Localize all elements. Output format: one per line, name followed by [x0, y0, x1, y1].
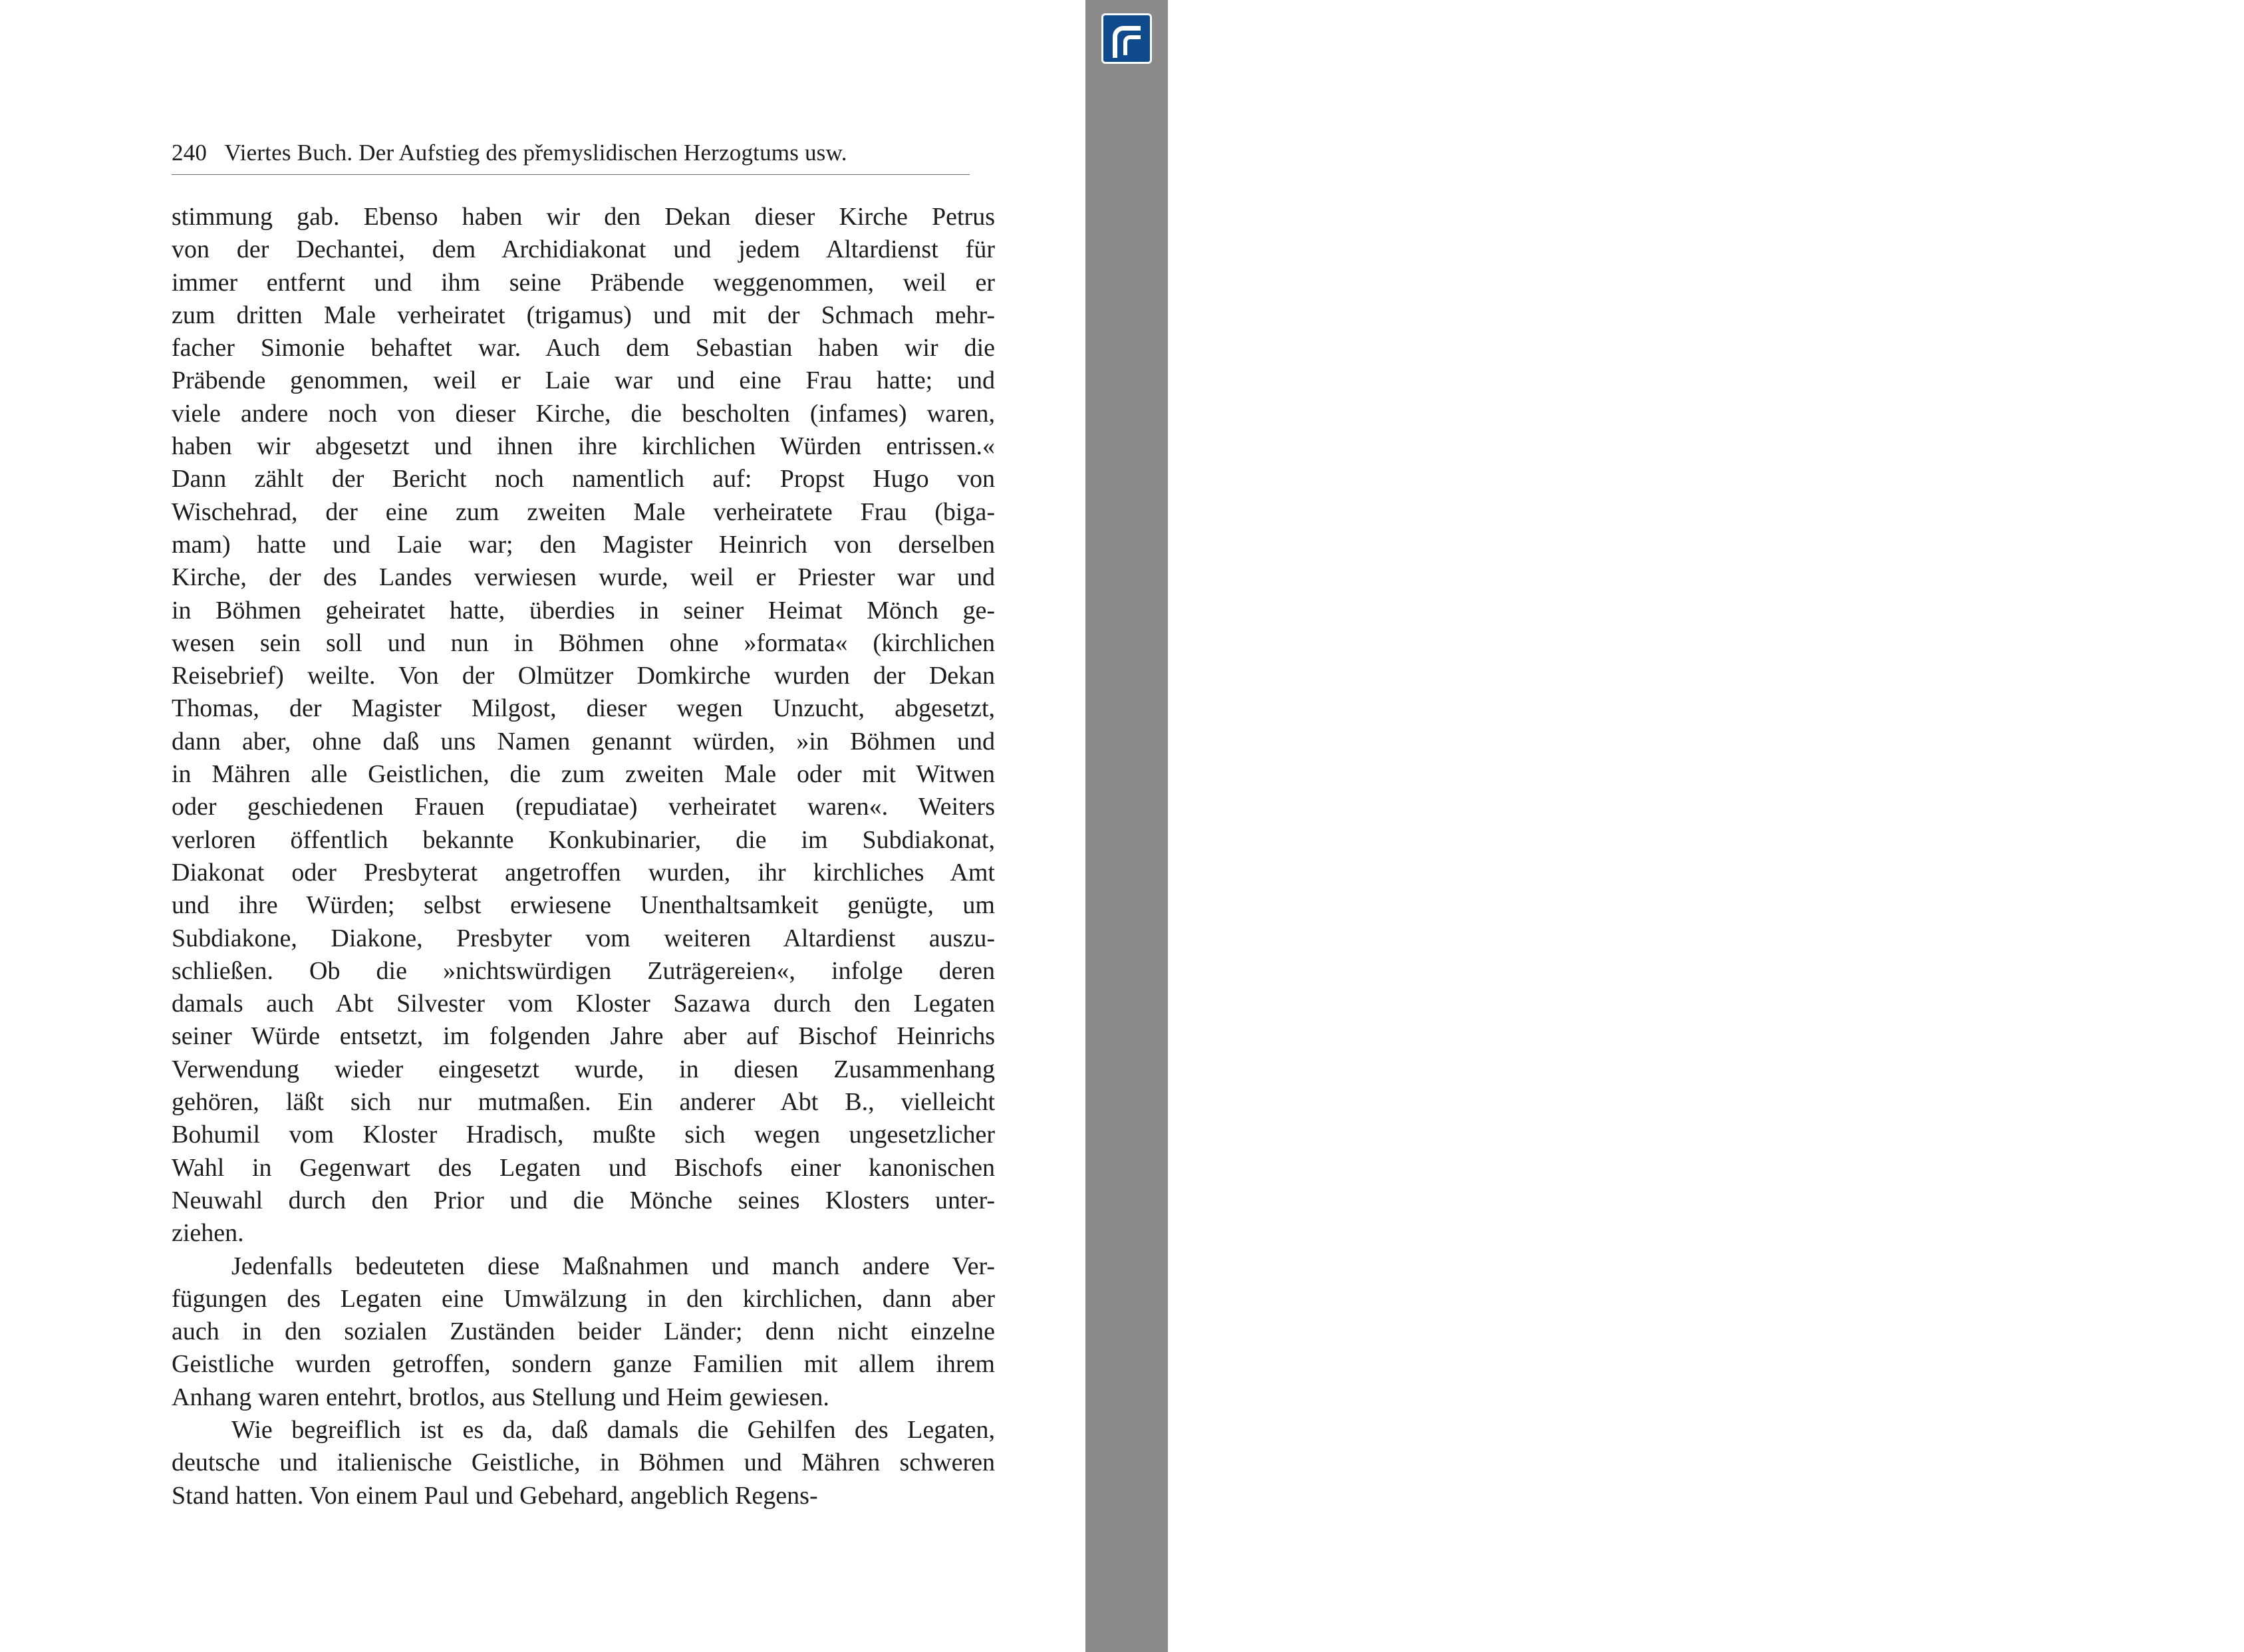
text-line: gehören, läßt sich nur mutmaßen. Ein anderer Abt B., vielleicht [172, 1088, 995, 1117]
text-line: haben wir abgesetzt und ihnen ihre kirchlichen Würden entrissen.« [172, 432, 995, 461]
text-line: Neuwahl durch den Prior und die Mönche seines Klosters unter- [172, 1186, 995, 1214]
text-line: Dann zählt der Bericht noch namentlich auf: Propst Hugo von [172, 465, 995, 493]
paragraph [172, 201, 995, 1250]
logo-mark-inner [1123, 35, 1141, 55]
running-title: Viertes Buch. Der Aufstieg des přemyslidischen Herzogtums usw. [224, 140, 847, 166]
text-line: Reisebrief) weilte. Von der Olmützer Domkirche wurden der Dekan [172, 662, 995, 690]
text-line: Jedenfalls bedeuteten diese Maßnahmen und manch andere Ver- [231, 1252, 995, 1280]
paragraph [172, 1250, 995, 1414]
text-line: Anhang waren entehrt, brotlos, aus Stellung und Heim gewiesen. [172, 1383, 829, 1411]
text-line: ziehen. [172, 1219, 244, 1248]
text-line: Subdiakone, Diakone, Presbyter vom weiteren Altardienst auszu- [172, 924, 995, 952]
watermark-sidebar [1085, 0, 2241, 1652]
text-line: Wie begreiflich ist es da, daß damals die Gehilfen des Legaten, [231, 1415, 995, 1444]
text-line: Diakonat oder Presbyterat angetroffen wurden, ihr kirchliches Amt [172, 858, 995, 887]
text-line: dann aber, ohne daß uns Namen genannt würden, »in Böhmen und [172, 727, 995, 756]
text-line: Stand hatten. Von einem Paul und Gebehard, angeblich Regens- [172, 1481, 818, 1510]
text-line: Kirche, der des Landes verwiesen wurde, weil er Priester war und [172, 563, 995, 592]
text-line: seiner Würde entsetzt, im folgenden Jahre aber auf Bischof Heinrichs [172, 1022, 995, 1051]
text-line: in Mähren alle Geistlichen, die zum zweiten Male oder mit Witwen [172, 760, 995, 789]
text-line: wesen sein soll und nun in Böhmen ohne »formata« (kirchlichen [172, 628, 995, 657]
text-line: Verwendung wieder eingesetzt wurde, in diesen Zusammenhang [172, 1055, 995, 1083]
text-line: stimmung gab. Ebenso haben wir den Dekan dieser Kirche Petrus [172, 203, 995, 231]
text-line: deutsche und italienische Geistliche, in Böhmen und Mähren schweren [172, 1448, 995, 1477]
text-line: viele andere noch von dieser Kirche, die bescholten (infames) waren, [172, 399, 995, 428]
document-page [0, 0, 1085, 1652]
paragraph [172, 1414, 995, 1512]
running-header [172, 136, 970, 170]
text-line: schließen. Ob die »nichtswürdigen Zuträgereien«, infolge deren [172, 956, 995, 985]
text-line: immer entfernt und ihm seine Präbende weggenommen, weil er [172, 268, 995, 297]
text-line: fügungen des Legaten eine Umwälzung in den kirchlichen, dann aber [172, 1284, 995, 1313]
text-line: auch in den sozialen Zuständen beider Länder; denn nicht einzelne [172, 1317, 995, 1346]
text-line: in Böhmen geheiratet hatte, überdies in seiner Heimat Mönch ge- [172, 596, 995, 624]
text-line: Wahl in Gegenwart des Legaten und Bischofs einer kanonischen [172, 1153, 995, 1182]
text-line: Wischehrad, der eine zum zweiten Male verheiratete Frau (biga- [172, 497, 995, 526]
text-line: Präbende genommen, weil er Laie war und eine Frau hatte; und [172, 366, 995, 395]
body-text [172, 201, 995, 1512]
text-line: damals auch Abt Silvester vom Kloster Sazawa durch den Legaten [172, 990, 995, 1018]
header-rule [172, 174, 970, 175]
text-line: zum dritten Male verheiratet (trigamus) und mit der Schmach mehr- [172, 301, 995, 329]
document-converter-logo-icon [1101, 13, 1152, 64]
text-line: mam) hatte und Laie war; den Magister Heinrich von derselben [172, 530, 995, 559]
text-line: Bohumil vom Kloster Hradisch, mußte sich wegen ungesetzlicher [172, 1121, 995, 1149]
watermark-text: Créé par la version démo de Universal Document Converter. La version complète n'ajoute pas ce texte. [2217, 80, 2241, 1115]
text-line: Thomas, der Magister Milgost, dieser wegen Unzucht, abgesetzt, [172, 694, 995, 723]
page-number: 240 [172, 140, 208, 166]
text-line: facher Simonie behaftet war. Auch dem Sebastian haben wir die [172, 334, 995, 362]
text-line: verloren öffentlich bekannte Konkubinarier, die im Subdiakonat, [172, 825, 995, 854]
watermark-url: FR.PRINT-DRIVER.COM [2187, 80, 2210, 303]
text-line: von der Dechantei, dem Archidiakonat und jedem Altardienst für [172, 235, 995, 264]
text-line: Geistliche wurden getroffen, sondern ganze Familien mit allem ihrem [172, 1350, 995, 1379]
text-line: und ihre Würden; selbst erwiesene Unenthaltsamkeit genügte, um [172, 891, 995, 920]
text-line: oder geschiedenen Frauen (repudiatae) verheiratet waren«. Weiters [172, 793, 995, 821]
